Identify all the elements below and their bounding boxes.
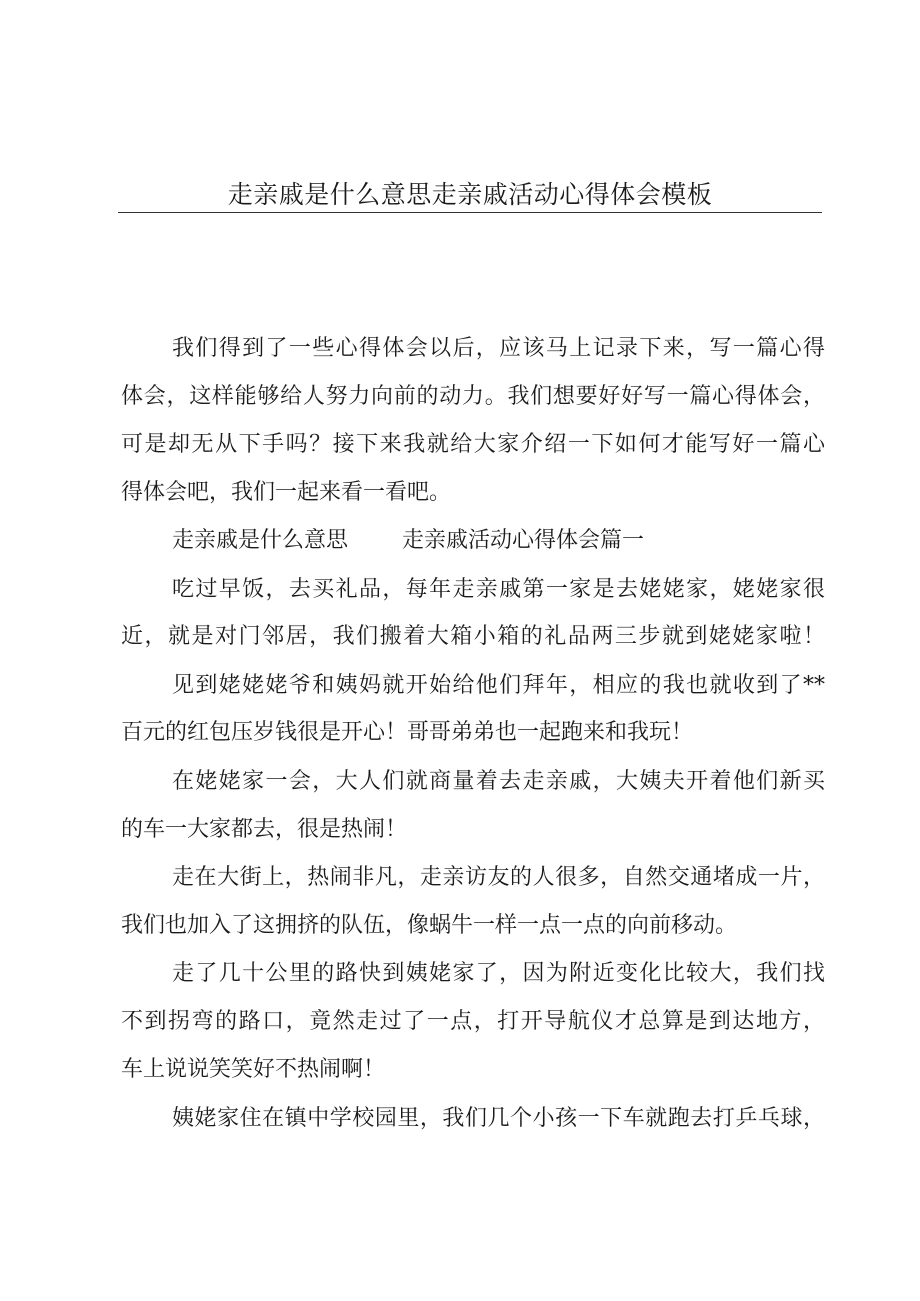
- section-heading-part2: 走亲戚活动心得体会篇一: [402, 528, 645, 553]
- body-line: 近，就是对门邻居，我们搬着大箱小箱的礼品两三步就到姥姥家啦！: [121, 624, 825, 649]
- section-heading-part1: 走亲戚是什么意思: [172, 528, 349, 553]
- body-line: 姨姥家住在镇中学校园里，我们几个小孩一下车就跑去打乒乓球，: [172, 1106, 825, 1131]
- intro-line: 得体会吧，我们一起来看一看吧。: [121, 480, 452, 505]
- body-line: 车上说说笑笑好不热闹啊！: [121, 1057, 386, 1082]
- intro-line: 体会，这样能够给人努力向前的动力。我们想要好好写一篇心得体会，: [121, 384, 825, 409]
- body-line: 在姥姥家一会，大人们就商量着去走亲戚，大姨夫开着他们新买: [172, 769, 825, 794]
- title-underline: [118, 212, 822, 213]
- body-line: 我们也加入了这拥挤的队伍，像蜗牛一样一点一点的向前移动。: [121, 913, 738, 938]
- body-line: 百元的红包压岁钱很是开心！哥哥弟弟也一起跑来和我玩！: [121, 720, 694, 745]
- body-line: 见到姥姥姥爷和姨妈就开始给他们拜年，相应的我也就收到了**: [172, 673, 825, 698]
- body-line: 吃过早饭，去买礼品，每年走亲戚第一家是去姥姥家，姥姥家很: [172, 577, 825, 602]
- body-line: 的车一大家都去，很是热闹！: [121, 817, 408, 842]
- intro-line: 可是却无从下手吗？接下来我就给大家介绍一下如何才能写好一篇心: [121, 432, 825, 457]
- section-heading: [172, 526, 825, 556]
- intro-line: 我们得到了一些心得体会以后，应该马上记录下来，写一篇心得: [172, 336, 825, 361]
- body-line: 不到拐弯的路口，竟然走过了一点，打开导航仪才总算是到达地方，: [121, 1009, 825, 1034]
- body-line: 走在大街上，热闹非凡，走亲访友的人很多，自然交通堵成一片，: [172, 865, 825, 890]
- document-title: 走亲戚是什么意思走亲戚活动心得体会模板: [227, 180, 713, 209]
- body-line: 走了几十公里的路快到姨姥家了，因为附近变化比较大，我们找: [172, 961, 825, 986]
